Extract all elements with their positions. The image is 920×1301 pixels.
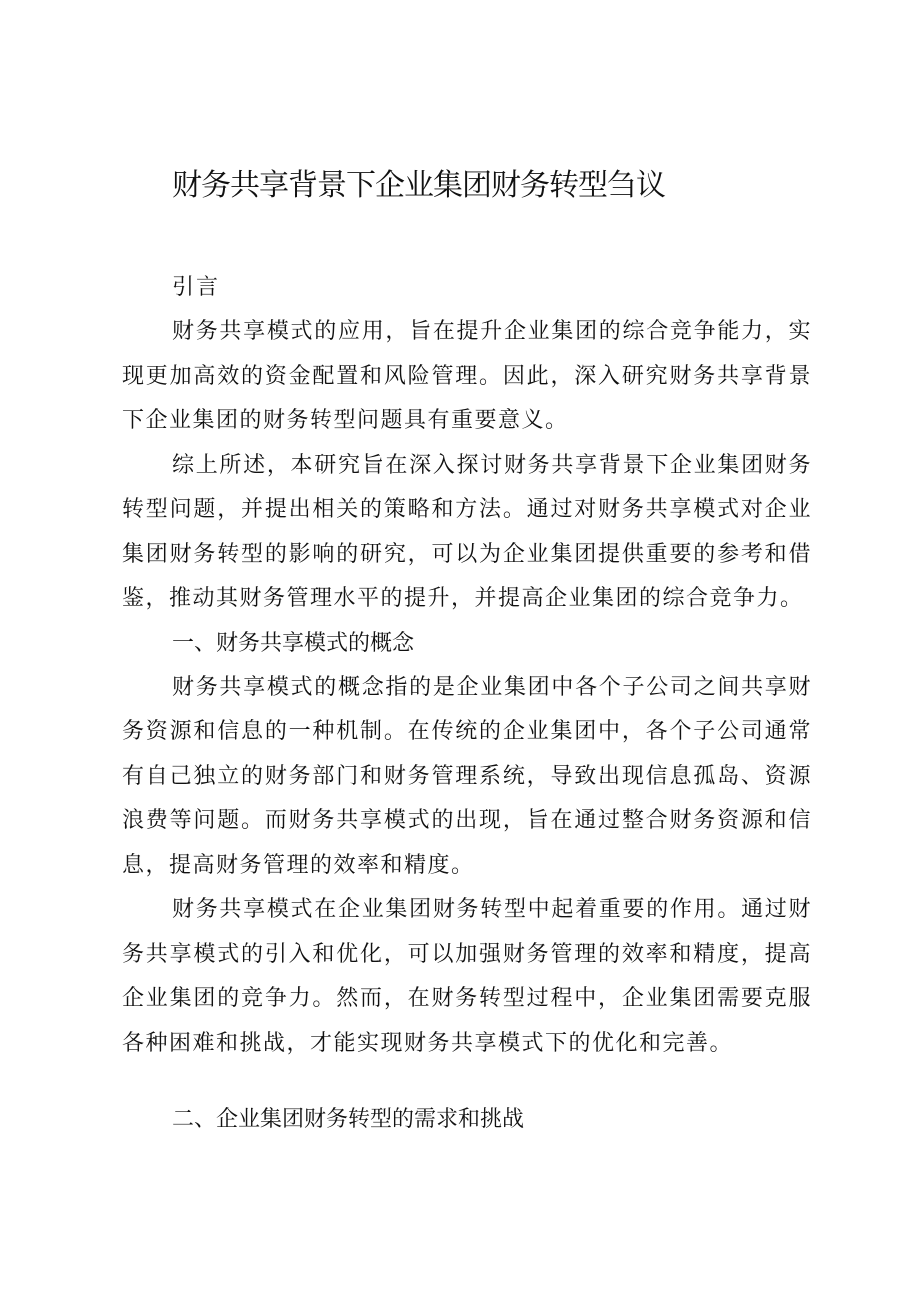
section-1-heading: 一、财务共享模式的概念 — [172, 630, 415, 656]
section-1-paragraph-2: 财务共享模式在企业集团财务转型中起着重要的作用。通过财务共享模式的引入和优化，可以加强财务管理的效率和精度，提高企业集团的竞争力。然而，在财务转型过程中，企业集团需要克服各种困难和挑战，才能实现财务共享模式下的优化和完善。 — [122, 897, 812, 1056]
intro-paragraph-1: 财务共享模式的应用，旨在提升企业集团的综合竞争能力，实现更加高效的资金配置和风险管理。因此，深入研究财务共享背景下企业集团的财务转型问题具有重要意义。 — [122, 319, 812, 433]
section-1-paragraph-1: 财务共享模式的概念指的是企业集团中各个子公司之间共享财务资源和信息的一种机制。在传统的企业集团中，各个子公司通常有自己独立的财务部门和财务管理系统，导致出现信息孤岛、资源浪费等问题。而财务共享模式的出现，旨在通过整合财务资源和信息，提高财务管理的效率和精度。 — [122, 674, 812, 878]
section-2-heading: 二、企业集团财务转型的需求和挑战 — [172, 1107, 525, 1132]
intro-paragraph-2: 综上所述，本研究旨在深入探讨财务共享背景下企业集团财务转型问题，并提出相关的策略和方法。通过对财务共享模式对企业集团财务转型的影响的研究，可以为企业集团提供重要的参考和借鉴，推动其财务管理水平的提升，并提高企业集团的综合竞争力。 — [122, 452, 812, 611]
document-title: 财务共享背景下企业集团财务转型刍议 — [172, 168, 665, 203]
document-body — [122, 266, 812, 1142]
intro-label: 引言 — [172, 275, 221, 300]
